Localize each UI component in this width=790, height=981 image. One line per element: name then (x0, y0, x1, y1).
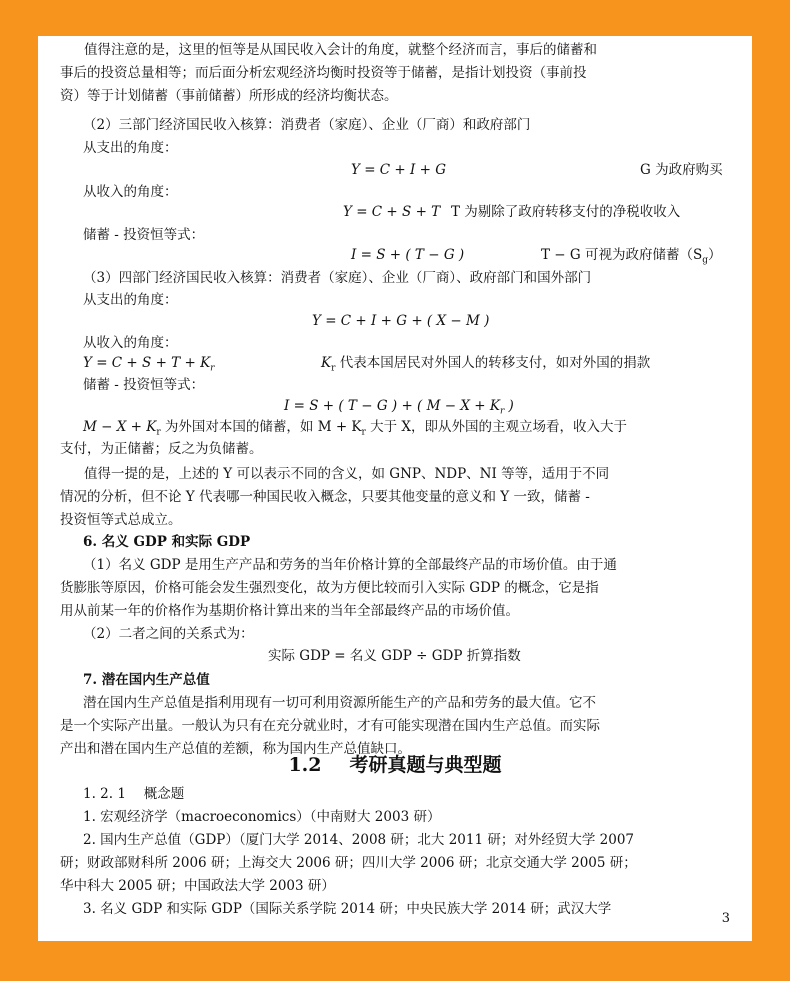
list-item: 1. 宏观经济学（macroeconomics）（中南财大 2003 研） (83, 809, 441, 825)
formula-note: T − G 可视为政府储蓄$(S_g)$ (541, 247, 722, 266)
expenditure-label: 从支出的角度： (83, 292, 178, 308)
three-sector-heading: （2）三部门经济国民收入核算：消费者（家庭）、企业（厂商）和政府部门 (83, 117, 531, 133)
section-number: 1.2 (288, 754, 322, 776)
identity-label: 储蓄 - 投资恒等式： (83, 377, 205, 393)
formula-note: $K_r$ 代表本国居民对外国人的转移支付，如对外国的捐款 (321, 355, 651, 374)
income-label: 从收入的角度： (83, 335, 178, 351)
paragraph-line: （2）二者之间的关系式为： (83, 626, 254, 642)
income-label: 从收入的角度： (83, 184, 178, 200)
list-item: 研；财政部财科所 2006 研；上海交大 2006 研；四川大学 2006 研；北京交通大学 2005 研； (60, 855, 637, 871)
formula-expenditure: Y = C + I + G (351, 162, 447, 178)
paragraph-line: 资）等于计划储蓄（事前储蓄）所形成的经济均衡状态。 (60, 88, 398, 104)
paragraph-line: 事后的投资总量相等；而后面分析宏观经济均衡时投资等于储蓄，是指计划投资（事前投 (60, 65, 587, 81)
four-sector-heading: （3）四部门经济国民收入核算：消费者（家庭）、企业（厂商）、政府部门和国外部门 (83, 270, 592, 286)
paragraph-line: 产出和潜在国内生产总值的差额，称为国内生产总值缺口。 (60, 741, 411, 757)
paragraph-line: 货膨胀等原因，价格可能会发生强烈变化，故为方便比较而引入实际 GDP 的概念，它是指 (60, 580, 599, 596)
section-title: 考研真题与典型题 (349, 754, 502, 776)
paragraph-line: 用从前某一年的价格作为基期价格计算出来的当年全部最终产品的市场价值。 (60, 603, 519, 619)
paragraph-line: $M - X + K_r$ 为外国对本国的储蓄，如 $M + K_r$ 大于 X，即从外国的主观立场看，收入大于 (83, 419, 628, 438)
formula-income: Y = C + S + T (343, 204, 441, 220)
identity-label: 储蓄 - 投资恒等式： (83, 227, 205, 243)
formula-note: T 为剔除了政府转移支付的净税收收入 (451, 204, 681, 220)
paragraph-line: 情况的分析，但不论 Y 代表哪一种国民收入概念，只要其他变量的意义和 Y 一致，储蓄 - (60, 489, 590, 505)
paragraph-line: 值得一提的是，上述的 Y 可以表示不同的含义，如 GNP、NDP、NI 等等，适用于不同 (84, 466, 610, 482)
paragraph-line: 潜在国内生产总值是指利用现有一切可利用资源所能生产的产品和劳务的最大值。它不 (83, 695, 596, 711)
paragraph-line: 投资恒等式总成立。 (60, 512, 182, 528)
formula-identity: I = S + ( T − G ) (351, 247, 465, 263)
document-page (38, 36, 752, 941)
formula-income: $Y = C + S + T + K_r$ (83, 355, 215, 374)
expenditure-label: 从支出的角度： (83, 140, 178, 156)
formula-real-gdp: 实际 GDP = 名义 GDP ÷ GDP 折算指数 (268, 648, 521, 664)
list-item: 华中科大 2005 研；中国政法大学 2003 研） (60, 878, 335, 894)
subsection-heading: 1. 2. 1 概念题 (83, 786, 185, 802)
paragraph-line: 值得注意的是，这里的恒等是从国民收入会计的角度，就整个经济而言，事后的储蓄和 (84, 42, 597, 58)
list-item: 2. 国内生产总值（GDP）（厦门大学 2014、2008 研；北大 2011 研；对外经贸大学 2007 (83, 832, 634, 848)
paragraph-line: （1）名义 GDP 是用生产产品和劳务的当年价格计算的全部最终产品的市场价值。由于通 (83, 557, 617, 573)
page-number: 3 (721, 911, 730, 926)
formula-expenditure: Y = C + I + G + ( X − M ) (312, 313, 490, 329)
item-7-title: 7. 潜在国内生产总值 (83, 672, 210, 688)
paragraph-line: 是一个实际产出量。一般认为只有在充分就业时，才有可能实现潜在国内生产总值。而实际 (60, 718, 600, 734)
paragraph-line: 支付，为正储蓄；反之为负储蓄。 (60, 441, 263, 457)
formula-note: G 为政府购买 (640, 162, 723, 178)
item-6-title: 6. 名义 GDP 和实际 GDP (83, 534, 251, 550)
section-heading (38, 752, 752, 778)
list-item: 3. 名义 GDP 和实际 GDP（国际关系学院 2014 研；中央民族大学 2014 研；武汉大学 (83, 901, 612, 917)
formula-identity: I = S + ( T − G ) + ( $M - X + K_r$ ) (284, 398, 514, 417)
